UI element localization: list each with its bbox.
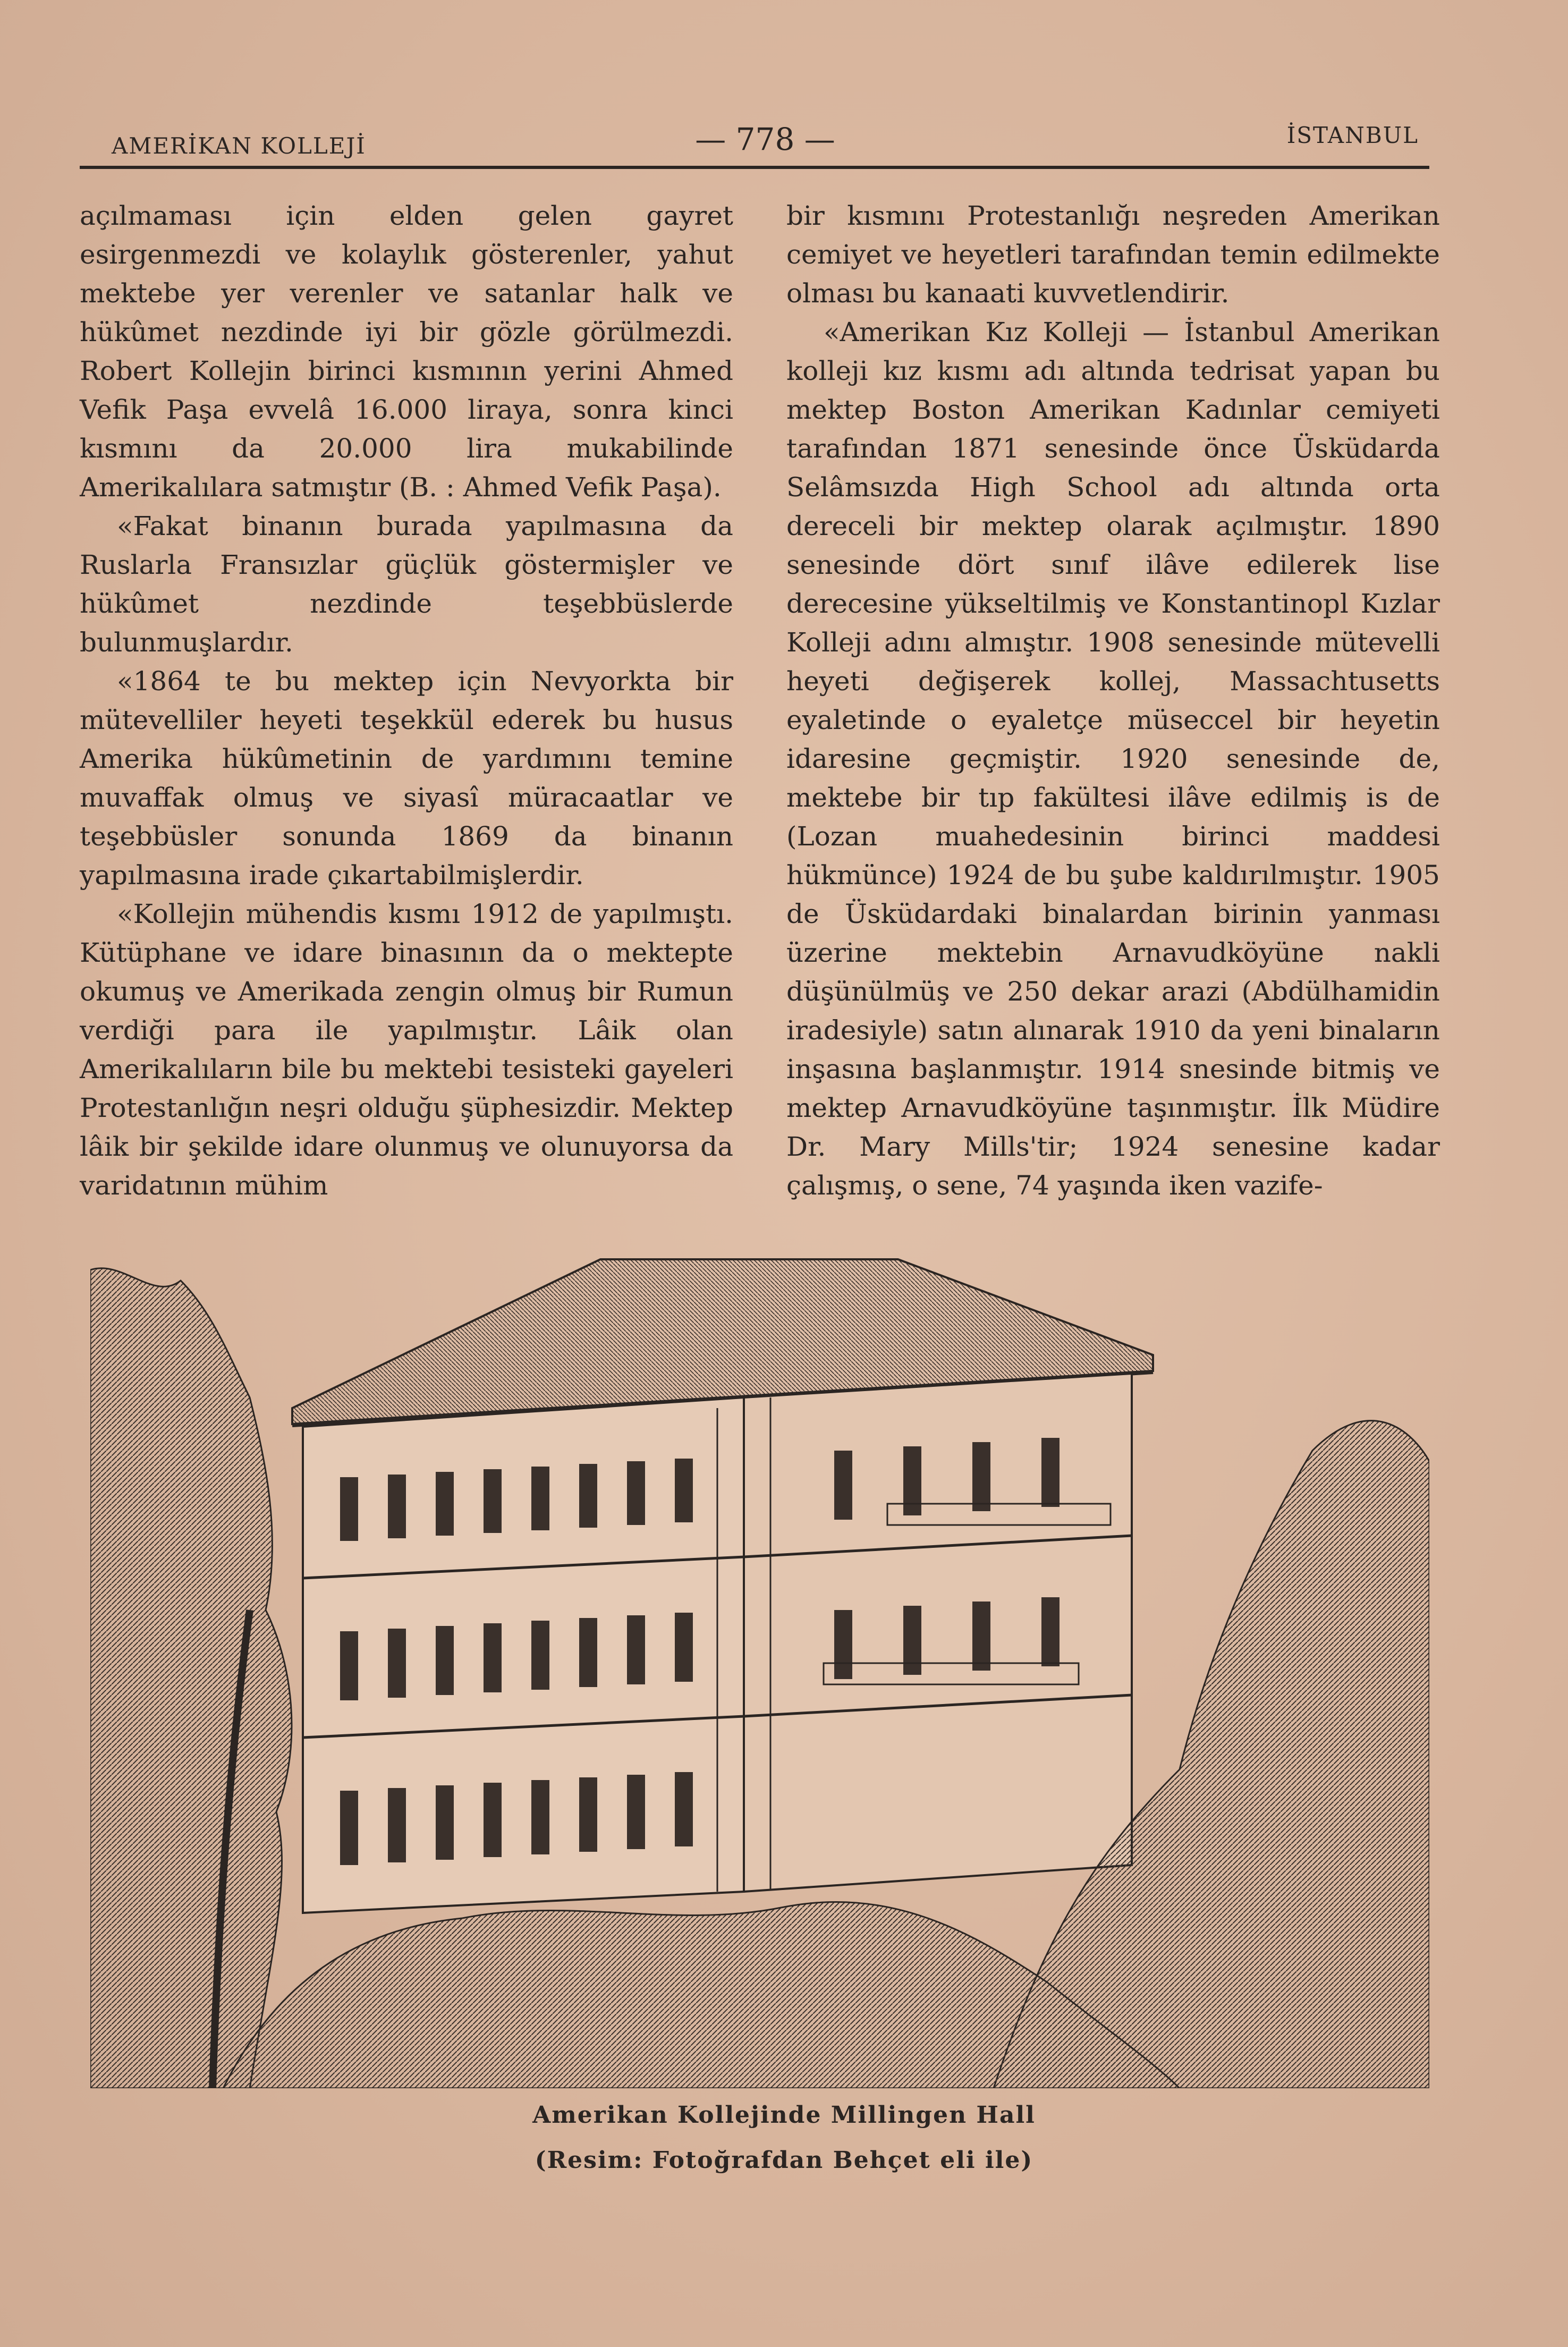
paragraph: bir kısmını Protestanlığı neşreden Amerikan cemiyet ve heyetleri tarafından temin edilmekte olması bu kanaati kuvvetlendirir. xyxy=(786,200,1440,309)
figure-credit: (Resim: Fotoğrafdan Behçet eli ile) xyxy=(535,2147,1033,2174)
left-tree xyxy=(90,1268,292,2088)
side-facade xyxy=(744,1374,1132,1892)
foreground-shrubs xyxy=(223,1902,1180,2088)
figure-caption: Amerikan Kollejinde Millingen Hall xyxy=(532,2102,1036,2129)
paragraph: açılmaması için elden gelen gayret esirgenmezdi ve kolaylık gösterenler, yahut mektebe yer verenler ve satanlar halk ve hükûmet nezdinde iyi bir gözle görülmezdi. Robert Kollejin birinci kısmının yerini Ahmed Vefik Paşa evvelâ 16.000 liraya, sonra kinci kısmını da 20.000 lira mukabilinde Amerikalılara satmıştır (B. : Ahmed Vefik Paşa). xyxy=(80,200,733,503)
paragraph: «Fakat binanın burada yapılmasına da Ruslarla Fransızlar güçlük göstermişler ve hükûmet nezdinde teşebbüslerde bulunmuşlardır. xyxy=(80,511,733,658)
paragraph: «Amerikan Kız Kolleji — İstanbul Amerikan kolleji kız kısmı adı altında tedrisat yapan bu mektep Boston Amerikan Kadınlar cemiyeti tarafından 1871 senesinde önce Üsküdarda Selâmsızda High School adı altında orta dereceli bir mektep olarak açılmıştır. 1890 senesinde dört sınıf ilâve edilerek lise derecesine yükseltilmiş ve Konstantinopl Kızlar Kolleji adını almıştır. 1908 senesinde mütevelli heyeti değişerek kollej, Massachtusetts eyaletinde o eyaletçe müseccel bir heyetin idaresine geçmiştir. 1920 senesinde de, mektebe bir tıp fakültesi ilâve edilmiş is de (Lozan muahedesinin birinci maddesi hükmünce) 1924 de bu şube kaldırılmıştır. 1905 de Üsküdardaki binalardan birinin yanması üzerine mektebin Arnavudköyüne nakli düşünülmüş ve 250 dekar arazi (Abdülhamidin iradesiyle) satın alınarak 1910 da yeni binaların inşasına başlanmıştır. 1914 snesinde bitmiş ve mektep Arnavudköyüne taşınmıştır. İlk Müdire Dr. Mary Mills'tir; 1924 senesine kadar çalışmış, o sene, 74 yaşında iken vazife- xyxy=(786,317,1440,1201)
building-drawing xyxy=(90,1238,1429,2088)
header-section-title: AMERİKAN KOLLEJİ xyxy=(112,133,366,159)
running-header xyxy=(80,117,1429,165)
paragraph: «1864 te bu mektep için Nevyorkta bir mütevelliler heyeti teşekkül ederek bu husus Amerika hükûmetinin de yardımını temine muvaffak olmuş ve siyasî müracaatlar ve teşebbüsler sonunda 1869 da binanın yapılmasına irade çıkartabilmişlerdir. xyxy=(80,666,733,891)
header-rule xyxy=(80,166,1429,169)
header-city: İSTANBUL xyxy=(1286,122,1419,148)
left-column xyxy=(80,197,733,1205)
paragraph: «Kollejin mühendis kısmı 1912 de yapılmıştı. Kütüphane ve idare binasının da o mektepte okumuş ve Amerikada zengin olmuş bir Rumun verdiği para ile yapılmıştır. Lâik olan Amerikalıların bile bu mektebi tesisteki gayeleri Protestanlığın neşri olduğu şüphesizdir. Mektep lâik bir şekilde idare olunmuş ve olunuyorsa da varidatının mühim xyxy=(80,899,733,1201)
building-illustration xyxy=(90,1238,1429,2088)
right-column xyxy=(786,197,1440,1205)
page-number: — 778 — xyxy=(695,121,835,157)
